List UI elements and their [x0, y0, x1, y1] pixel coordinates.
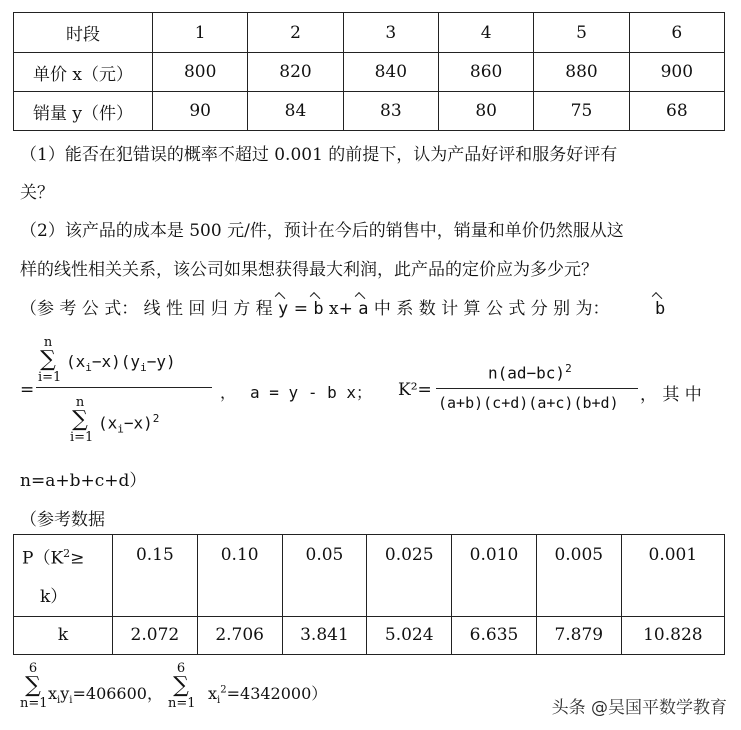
p-value: 0.001 [621, 535, 724, 617]
table-cell: 880 [534, 53, 629, 92]
n-definition: n=a+b+c+d） [20, 471, 147, 491]
table-cell: 5 [534, 13, 629, 53]
k2-fraction-bar [436, 388, 638, 389]
table-row [14, 53, 725, 92]
equals: = [293, 299, 308, 319]
k-label: k [14, 616, 113, 654]
formula-mid: 中 系 数 计 算 公 式 分 别 为： [373, 299, 610, 319]
sum-xy-symbol: 6 ∑ n=1 [20, 661, 48, 711]
watermark: 头条 @吴国平数学教育 [551, 698, 727, 718]
table-cell: 90 [153, 92, 248, 131]
k-value: 3.841 [282, 616, 367, 654]
equals-sign: = [20, 380, 35, 400]
sum-x2-symbol: 6 ∑ n=1 [168, 661, 196, 711]
qizhong: ， 其 中 [640, 385, 702, 405]
fraction-bar [36, 387, 212, 388]
table-row [14, 535, 725, 617]
k-value: 6.635 [452, 616, 537, 654]
sum-symbol-denominator: n ∑ i=1 [70, 395, 94, 445]
table-cell: 800 [153, 53, 248, 92]
formula-intro-line [20, 294, 665, 319]
table-cell: 820 [248, 53, 343, 92]
row-label: 时段 [14, 13, 153, 53]
question-2-line-1: （2）该产品的成本是 500 元/件，预计在今后的销售中，销量和单价仍然服从这 [20, 221, 624, 241]
table-row [14, 13, 725, 53]
formula-intro: （参 考 公 式： 线 性 回 归 方 程 [20, 299, 273, 319]
table-cell: 80 [438, 92, 533, 131]
question-1-line-1: （1）能否在犯错误的概率不超过 0.001 的前提下，认为产品好评和服务好评有 [20, 145, 618, 165]
k2-label: K²= [398, 380, 432, 400]
table-row [14, 92, 725, 131]
table-cell: 3 [343, 13, 438, 53]
table-cell: 68 [629, 92, 724, 131]
table-cell: 1 [153, 13, 248, 53]
k-value: 7.879 [536, 616, 621, 654]
sum-x2-expr: $x_i^2=4342000$） [208, 684, 328, 707]
p-value: 0.025 [367, 535, 452, 617]
p-value: 0.010 [452, 535, 537, 617]
y-hat: y [278, 299, 289, 319]
table-cell: 4 [438, 13, 533, 53]
k-value: 5.024 [367, 616, 452, 654]
b-hat-2: b [654, 299, 666, 319]
table-row [14, 616, 725, 654]
b-hat: b [313, 299, 324, 319]
row-label: 销量 y（件） [14, 92, 153, 131]
sum-lower: i=1 [38, 370, 62, 385]
p-value: 0.005 [536, 535, 621, 617]
k-value: 2.072 [113, 616, 198, 654]
k2-denominator: (a+b)(c+d)(a+c)(b+d) [438, 394, 619, 412]
k-value: 2.706 [197, 616, 282, 654]
p-label: $P(K^2\ge$ k） [14, 535, 113, 617]
question-1-line-2: 关？ [20, 183, 54, 203]
data-table [13, 12, 725, 131]
k-value: 10.828 [621, 616, 724, 654]
a-formula: ， a = y - b x； [220, 383, 372, 402]
k2-numerator: $n(ad-bc)^2$ [488, 362, 572, 383]
critical-value-table [13, 534, 725, 655]
table-cell: 840 [343, 53, 438, 92]
sum-upper: n [43, 335, 53, 350]
p-value: 0.15 [113, 535, 198, 617]
table-cell: 900 [629, 53, 724, 92]
p-value: 0.10 [197, 535, 282, 617]
numerator-expr: $(x_i-x)(y_i-y)$ [66, 352, 176, 375]
table-cell: 75 [534, 92, 629, 131]
table-cell: 84 [248, 92, 343, 131]
p-value: 0.05 [282, 535, 367, 617]
table-cell: 2 [248, 13, 343, 53]
reference-data-title: （参考数据 [20, 510, 105, 530]
x-plus: x+ [329, 299, 353, 319]
table-cell: 83 [343, 92, 438, 131]
table-cell: 860 [438, 53, 533, 92]
denominator-expr: $(x_i-x)^2$ [98, 412, 160, 436]
sum-symbol-numerator: n ∑ i=1 [38, 335, 62, 385]
a-hat: a [358, 299, 369, 319]
row-label: 单价 x（元） [14, 53, 153, 92]
table-cell: 6 [629, 13, 724, 53]
sum-xy-expr: $x_iy_i=406600$， [48, 684, 163, 707]
question-2-line-2: 样的线性相关关系，该公司如果想获得最大利润，此产品的定价应为多少元？ [20, 260, 598, 280]
